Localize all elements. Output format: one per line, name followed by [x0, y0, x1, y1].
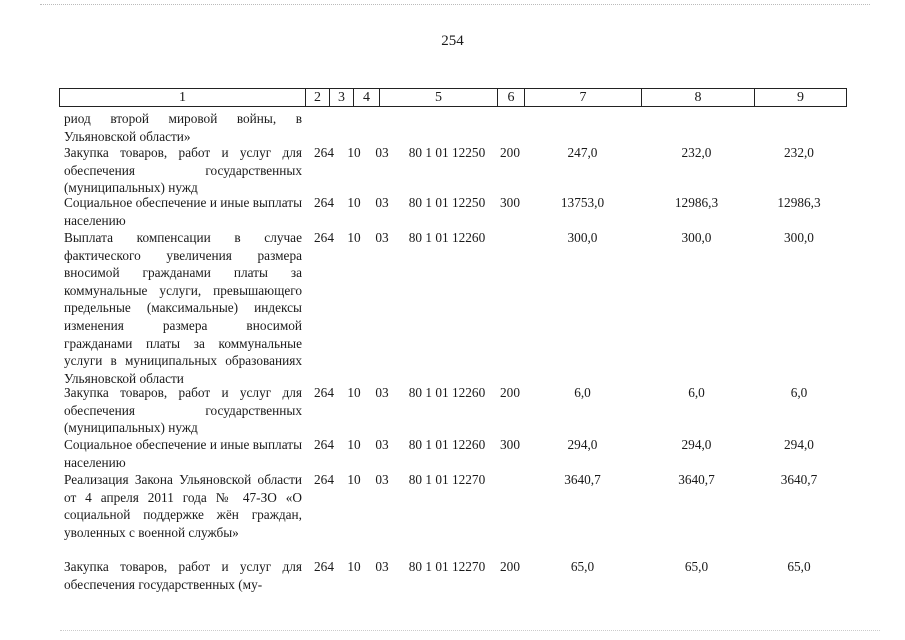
row-description: Реализация Закона Ульяновской области от 4 апреля 2011 года № 47-ЗО «О социальной поддержке жён граждан, уволенных с военной службы» — [64, 472, 302, 540]
row-description: Закупка товаров, работ и услуг для обеспечения государственных (муниципальных) нужд — [64, 385, 302, 436]
cell-target-article: 80 1 01 12260 — [408, 437, 486, 452]
cell-amount-8: 12986,3 — [674, 195, 719, 210]
cell-ministry: 264 — [314, 145, 334, 160]
cell-expense-type: 200 — [500, 385, 520, 400]
cell-amount-8: 294,0 — [681, 437, 712, 452]
cell-amount-8: 3640,7 — [678, 472, 715, 487]
cell-amount-7: 294,0 — [567, 437, 598, 452]
header-col-9: 9 — [754, 89, 846, 106]
row-description: Социальное обеспечение и иные выплаты населению — [64, 195, 302, 228]
header-col-2: 2 — [305, 89, 329, 106]
scan-edge-bottom — [60, 630, 880, 633]
cell-amount-9: 6,0 — [790, 385, 808, 400]
cell-ministry: 264 — [314, 195, 334, 210]
cell-amount-9: 12986,3 — [777, 195, 821, 210]
cell-section: 10 — [347, 472, 361, 487]
cell-amount-9: 65,0 — [787, 559, 811, 574]
cell-ministry: 264 — [314, 559, 334, 574]
page-number: 254 — [441, 33, 464, 49]
row-description: Выплата компенсации в случае фактического увеличения размера вносимой гражданами платы за коммунальные услуги, превышающего предельные (максимальные) индексы изменения размера вносимой гражданами платы за коммунальные услуги в муниципальных образованиях Ульяновской области — [64, 230, 302, 386]
cell-ministry: 264 — [314, 472, 334, 487]
cell-expense-type: 200 — [500, 145, 520, 160]
cell-amount-7: 247,0 — [567, 145, 598, 160]
cell-ministry: 264 — [314, 437, 334, 452]
cell-section: 10 — [347, 385, 361, 400]
cell-subsection: 03 — [375, 385, 389, 400]
cell-section: 10 — [347, 559, 361, 574]
cell-subsection: 03 — [375, 559, 389, 574]
header-col-1: 1 — [179, 90, 186, 105]
cell-subsection: 03 — [375, 230, 389, 245]
row-description: Социальное обеспечение и иные выплаты населению — [64, 437, 302, 470]
cell-subsection: 03 — [375, 437, 389, 452]
cell-amount-9: 294,0 — [784, 437, 814, 452]
header-col-3: 3 — [329, 89, 353, 106]
cell-amount-7: 6,0 — [574, 385, 591, 400]
cell-amount-7: 3640,7 — [564, 472, 601, 487]
header-col-5: 5 — [379, 89, 497, 106]
cell-subsection: 03 — [375, 472, 389, 487]
cell-target-article: 80 1 01 12270 — [408, 559, 486, 574]
table-header — [59, 88, 847, 107]
header-col-6: 6 — [497, 89, 524, 106]
cell-amount-8: 232,0 — [681, 145, 712, 160]
cell-amount-8: 6,0 — [688, 385, 705, 400]
cell-amount-7: 13753,0 — [560, 195, 605, 210]
cell-amount-7: 65,0 — [570, 559, 595, 574]
cell-ministry: 264 — [314, 230, 334, 245]
scan-edge-top — [40, 4, 870, 7]
header-col-4: 4 — [353, 89, 379, 106]
row-description: Закупка товаров, работ и услуг для обеспечения государственных (му- — [64, 559, 302, 592]
cell-amount-8: 300,0 — [681, 230, 712, 245]
cell-section: 10 — [347, 230, 361, 245]
cell-amount-7: 300,0 — [567, 230, 598, 245]
cell-subsection: 03 — [375, 195, 389, 210]
cell-section: 10 — [347, 195, 361, 210]
cell-target-article: 80 1 01 12250 — [408, 195, 486, 210]
cell-section: 10 — [347, 145, 361, 160]
cell-amount-9: 232,0 — [784, 145, 814, 160]
cell-subsection: 03 — [375, 145, 389, 160]
cell-expense-type: 300 — [500, 195, 520, 210]
cell-expense-type: 200 — [500, 559, 520, 574]
cell-expense-type: 300 — [500, 437, 520, 452]
cell-section: 10 — [347, 437, 361, 452]
header-col-7: 7 — [524, 89, 641, 106]
row-description: риод второй мировой войны, в Ульяновской области» — [64, 111, 302, 144]
cell-amount-9: 3640,7 — [780, 472, 818, 487]
header-col-8: 8 — [641, 89, 754, 106]
cell-target-article: 80 1 01 12250 — [408, 145, 486, 160]
row-description: Закупка товаров, работ и услуг для обеспечения государственных (муниципальных) нужд — [64, 145, 302, 196]
cell-amount-8: 65,0 — [684, 559, 709, 574]
cell-ministry: 264 — [314, 385, 334, 400]
cell-amount-9: 300,0 — [784, 230, 814, 245]
cell-target-article: 80 1 01 12260 — [408, 230, 486, 245]
cell-target-article: 80 1 01 12270 — [408, 472, 486, 487]
cell-target-article: 80 1 01 12260 — [408, 385, 486, 400]
